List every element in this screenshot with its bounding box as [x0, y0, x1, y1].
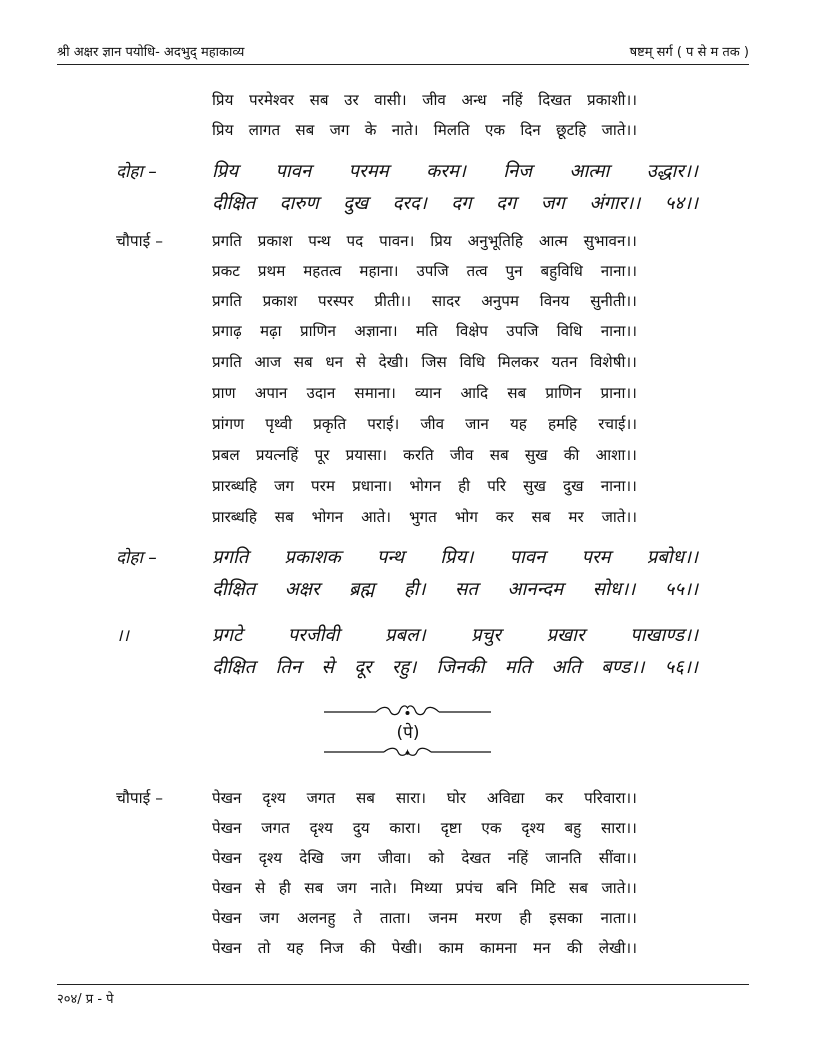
verse-word: तो: [257, 939, 271, 957]
verse-word: जग: [540, 193, 565, 214]
verse-word: से: [355, 353, 366, 371]
verse-word: जग: [329, 121, 350, 139]
verse-word: मिथ्या: [410, 879, 443, 897]
verse-word: सब: [309, 91, 329, 109]
verse-word: घोर: [446, 789, 467, 807]
ornament-divider-top: [324, 704, 491, 718]
verse-line: [212, 230, 637, 252]
verse-word: पेखन: [212, 849, 242, 867]
verse-word: पेखन: [212, 939, 242, 957]
doha-label: दोहा –: [116, 548, 157, 568]
verse-word: पावन।: [379, 232, 415, 250]
verse-word: जीव: [420, 415, 445, 433]
verse-word: जानति: [545, 849, 582, 867]
verse-word: पेखी।: [391, 939, 423, 957]
verse-word: नहिं: [507, 849, 529, 867]
verse-word: सींवा।।: [598, 849, 637, 867]
verse-word: वासी।: [374, 91, 407, 109]
verse-word: प्रिय: [430, 232, 452, 250]
verse-word: मिटि: [530, 879, 556, 897]
verse-word: जिस: [421, 353, 447, 371]
doha-line: [212, 624, 698, 648]
verse-word: ५४।।: [664, 193, 698, 214]
verse-word: करति: [403, 446, 434, 464]
verse-line: [212, 787, 637, 809]
verse-word: जगत: [261, 819, 290, 837]
verse-word: प्राण: [212, 384, 236, 402]
verse-word: व्यान: [415, 384, 442, 402]
verse-word: मिलकर: [497, 353, 539, 371]
verse-word: नाना।।: [600, 322, 637, 340]
verse-word: ५६।।: [664, 657, 698, 678]
section-title: (पे): [396, 723, 420, 743]
verse-word: परमेश्वर: [248, 91, 295, 109]
verse-word: प्रकृति: [313, 415, 347, 433]
verse-word: प्रथम: [257, 262, 286, 280]
verse-word: यतन: [551, 353, 578, 371]
verse-line: [212, 119, 637, 141]
verse-word: रचाई।।: [598, 415, 637, 433]
verse-word: जाते।।: [601, 121, 637, 139]
verse-word: विनय: [539, 292, 570, 310]
verse-word: कर: [495, 508, 514, 526]
verse-word: पाखाण्ड।।: [630, 625, 698, 646]
verse-word: प्रांगण: [212, 415, 245, 433]
verse-word: पूर: [314, 446, 330, 464]
verse-word: पेखन: [212, 789, 242, 807]
verse-word: निज: [319, 939, 344, 957]
verse-word: ब्रह्म: [349, 579, 375, 600]
verse-word: अज्ञाना।: [354, 322, 398, 340]
verse-word: ते: [353, 909, 362, 927]
verse-word: रहु।: [391, 657, 417, 678]
verse-word: प्रकाश: [257, 232, 293, 250]
verse-word: सब: [507, 384, 527, 402]
verse-word: दीक्षित: [212, 657, 256, 678]
verse-word: देखत: [461, 849, 491, 867]
verse-word: प्रकट: [212, 262, 240, 280]
verse-word: दिखत: [538, 91, 572, 109]
verse-line: [212, 444, 637, 466]
verse-word: हमहि: [547, 415, 578, 433]
verse-word: नहिं: [502, 91, 523, 109]
verse-word: परिवारा।।: [584, 789, 637, 807]
verse-word: दग: [496, 193, 517, 214]
verse-word: जग: [259, 909, 280, 927]
verse-word: छूटहि: [556, 121, 587, 139]
verse-word: प्राणिन: [299, 322, 336, 340]
verse-word: दुख: [563, 477, 584, 495]
verse-word: ही: [458, 477, 471, 495]
verse-word: परि: [487, 477, 507, 495]
verse-word: प्रकाश: [262, 292, 298, 310]
verse-word: यह: [286, 939, 304, 957]
verse-word: बहुविधि: [540, 262, 583, 280]
verse-line: [212, 817, 637, 839]
verse-word: दूर: [354, 657, 372, 678]
verse-word: कारा।: [389, 819, 421, 837]
verse-word: निज: [503, 161, 533, 182]
verse-word: मति: [415, 322, 438, 340]
verse-word: प्रगाढ़: [212, 322, 242, 340]
verse-word: प्रिय: [212, 161, 239, 182]
verse-word: प्रबल: [212, 446, 240, 464]
verse-word: को: [428, 849, 445, 867]
verse-word: की: [566, 939, 583, 957]
verse-word: पन्थ: [376, 547, 405, 568]
doha-line: [212, 656, 698, 680]
verse-word: आज: [254, 353, 282, 371]
verse-word: जान: [465, 415, 489, 433]
verse-word: सारा।।: [601, 819, 637, 837]
verse-word: कर: [545, 789, 564, 807]
verse-word: जाते।।: [601, 508, 637, 526]
verse-word: दग: [451, 193, 472, 214]
verse-word: के: [364, 121, 377, 139]
verse-word: पृथ्वी: [265, 415, 293, 433]
verse-word: दृश्य: [521, 819, 545, 837]
verse-word: पन्थ: [308, 232, 331, 250]
verse-word: जग: [336, 879, 357, 897]
verse-word: पेखन: [212, 879, 242, 897]
verse-word: उपजि: [506, 322, 539, 340]
verse-word: सब: [531, 508, 551, 526]
verse-word: प्रगति: [212, 292, 242, 310]
verse-word: देखि: [299, 849, 324, 867]
verse-word: प्रिय: [212, 121, 234, 139]
verse-word: प्रकाशक: [284, 547, 341, 568]
verse-word: जगत: [306, 789, 336, 807]
verse-word: सब: [304, 879, 324, 897]
verse-word: जनम: [428, 909, 458, 927]
ornament-divider-bottom: [324, 745, 491, 759]
verse-word: अलनहु: [297, 909, 336, 927]
verse-word: प्रकाशी।।: [586, 91, 637, 109]
verse-line: [212, 937, 637, 959]
verse-word: आत्म: [538, 232, 568, 250]
verse-word: नाते।: [370, 879, 398, 897]
verse-word: परम: [311, 477, 335, 495]
verse-word: प्रगटे: [212, 625, 243, 646]
verse-word: जाते।।: [601, 879, 637, 897]
verse-word: आते।: [361, 508, 392, 526]
verse-word: प्रगति: [212, 547, 249, 568]
verse-word: अनुभूतिहि: [467, 232, 523, 250]
verse-word: लेखी।।: [598, 939, 637, 957]
verse-line: [212, 475, 637, 497]
verse-word: विशेषी।।: [589, 353, 637, 371]
doha-line: [212, 546, 698, 570]
verse-word: भोगन: [311, 508, 344, 526]
verse-word: दारुण: [279, 193, 319, 214]
verse-word: बण्ड।।: [601, 657, 645, 678]
verse-word: इसका: [549, 909, 583, 927]
verse-word: कामना: [479, 939, 517, 957]
verse-word: दृष्टा: [440, 819, 462, 837]
verse-word: मति: [504, 657, 532, 678]
verse-word: प्रगति: [212, 232, 242, 250]
verse-word: प्रयत्नहिं: [255, 446, 299, 464]
verse-line: [212, 413, 637, 435]
verse-word: ५५।।: [664, 579, 698, 600]
verse-word: परमम: [348, 161, 389, 182]
verse-word: सब: [356, 789, 375, 807]
verse-line: [212, 382, 637, 404]
footer-rule: [57, 984, 749, 985]
verse-word: नाना।।: [600, 262, 637, 280]
verse-word: दुख: [343, 193, 369, 214]
verse-word: पद: [346, 232, 364, 250]
verse-word: आशा।।: [595, 446, 637, 464]
verse-word: सब: [569, 879, 588, 897]
verse-word: एक: [484, 121, 506, 139]
verse-word: सादर: [431, 292, 461, 310]
chapter-title: षष्टम् सर्ग ( प से म तक ): [629, 45, 749, 60]
verse-word: जिनकी: [436, 657, 485, 678]
verse-word: अन्ध: [461, 91, 487, 109]
verse-word: अपान: [254, 384, 288, 402]
page-header: [57, 40, 749, 65]
verse-word: सब: [489, 446, 509, 464]
verse-word: दृश्य: [309, 819, 333, 837]
verse-word: विधि: [556, 322, 583, 340]
verse-word: दृश्य: [258, 849, 283, 867]
verse-word: प्रिय।: [440, 547, 474, 568]
verse-word: दीक्षित: [212, 193, 256, 214]
verse-word: काम: [438, 939, 464, 957]
verse-word: आनन्दम: [507, 579, 564, 600]
verse-word: सत: [454, 579, 478, 600]
verse-line: [212, 907, 637, 929]
verse-word: प्राणिन: [545, 384, 582, 402]
verse-word: दुय: [352, 819, 370, 837]
verse-word: भुगत: [408, 508, 437, 526]
verse-word: भोगन: [409, 477, 441, 495]
doha-line: [212, 160, 698, 184]
verse-word: पराई।: [367, 415, 400, 433]
verse-word: दृश्य: [262, 789, 286, 807]
verse-word: समाना।: [354, 384, 396, 402]
verse-word: प्रिय: [212, 91, 234, 109]
verse-word: महाना।: [359, 262, 399, 280]
verse-word: जीव: [422, 91, 446, 109]
verse-word: पावन: [275, 161, 312, 182]
verse-word: प्रारब्धहि: [212, 477, 257, 495]
verse-word: उद्धार।।: [646, 161, 698, 182]
verse-word: ही।: [403, 579, 426, 600]
verse-word: बहु: [564, 819, 582, 837]
verse-word: यह: [509, 415, 527, 433]
verse-word: सोध।।: [592, 579, 636, 600]
verse-word: उदान: [306, 384, 336, 402]
verse-line: [212, 320, 637, 342]
verse-word: से: [255, 879, 266, 897]
verse-word: एक: [481, 819, 502, 837]
verse-word: नाते।: [391, 121, 419, 139]
verse-word: पेखन: [212, 819, 242, 837]
verse-word: भोग: [454, 508, 478, 526]
verse-word: मिलति: [433, 121, 470, 139]
verse-word: मढ़ा: [260, 322, 282, 340]
verse-word: तिन: [275, 657, 302, 678]
verse-line: [212, 290, 637, 312]
verse-word: मर: [568, 508, 584, 526]
verse-word: मरण: [475, 909, 502, 927]
chaupai-label: चौपाई –: [116, 232, 163, 250]
verse-word: सब: [274, 508, 294, 526]
verse-word: अविद्या: [486, 789, 525, 807]
doha-line: [212, 192, 698, 216]
verse-word: विधि: [459, 353, 486, 371]
verse-line: [212, 89, 637, 111]
verse-line: [212, 506, 637, 528]
verse-word: पावन: [509, 547, 546, 568]
verse-word: उपजि: [416, 262, 449, 280]
verse-word: आदि: [460, 384, 489, 402]
verse-line: [212, 877, 637, 899]
verse-word: प्रगति: [212, 353, 242, 371]
verse-word: ही: [278, 879, 291, 897]
verse-word: परजीवी: [287, 625, 340, 646]
verse-word: पेखन: [212, 909, 242, 927]
verse-word: प्रारब्धहि: [212, 508, 257, 526]
verse-word: परम: [581, 547, 611, 568]
verse-word: सुनीती।।: [590, 292, 637, 310]
verse-word: प्रधाना।: [352, 477, 393, 495]
verse-word: जीव: [449, 446, 474, 464]
verse-word: प्राना।।: [600, 384, 637, 402]
verse-word: जग: [340, 849, 361, 867]
verse-line: [212, 847, 637, 869]
verse-word: सब: [295, 121, 315, 139]
verse-word: प्रीती।।: [374, 292, 412, 310]
verse-word: दरद।: [392, 193, 427, 214]
verse-word: जीवा।: [377, 849, 412, 867]
verse-word: परस्पर: [318, 292, 354, 310]
verse-word: महतत्व: [303, 262, 342, 280]
verse-word: जग: [274, 477, 294, 495]
verse-word: प्रयासा।: [345, 446, 387, 464]
verse-word: दीक्षित: [212, 579, 256, 600]
book-title: श्री अक्षर ज्ञान पयोधि- अदभुद् महाकाव्य: [57, 45, 245, 60]
verse-word: लागत: [248, 121, 281, 139]
verse-word: प्रपंच: [455, 879, 483, 897]
verse-word: अति: [551, 657, 581, 678]
verse-word: मन: [533, 939, 551, 957]
verse-word: सब: [293, 353, 313, 371]
verse-word: देखी।: [378, 353, 409, 371]
verse-word: ही: [519, 909, 532, 927]
verse-word: प्रचुर: [471, 625, 501, 646]
verse-word: उर: [344, 91, 359, 109]
verse-word: नाना।।: [600, 477, 637, 495]
verse-word: करम।: [426, 161, 466, 182]
verse-word: धन: [325, 353, 344, 371]
doha-label: दोहा –: [116, 162, 157, 182]
verse-word: दिन: [520, 121, 541, 139]
verse-word: आत्मा: [569, 161, 610, 182]
verse-word: ताता।: [379, 909, 411, 927]
page-number: २०४/ प्र - पे: [57, 992, 114, 1007]
verse-word: सारा।: [395, 789, 426, 807]
verse-word: तत्व: [466, 262, 488, 280]
chaupai-label: चौपाई –: [116, 789, 163, 807]
verse-word: प्रखार: [546, 625, 585, 646]
verse-word: विक्षेप: [456, 322, 488, 340]
verse-line: [212, 351, 637, 373]
doha-line: [212, 578, 698, 602]
verse-word: से: [321, 657, 334, 678]
verse-word: पुन: [505, 262, 523, 280]
verse-word: अंगार।।: [589, 193, 641, 214]
verse-word: प्रबल।: [384, 625, 426, 646]
verse-word: नाता।।: [600, 909, 637, 927]
verse-word: की: [359, 939, 376, 957]
verse-word: अनुपम: [481, 292, 519, 310]
verse-word: की: [563, 446, 580, 464]
verse-word: प्रबोध।।: [646, 547, 698, 568]
verse-word: सुख: [524, 446, 548, 464]
verse-line: [212, 260, 637, 282]
verse-word: सुख: [523, 477, 546, 495]
verse-word: सुभावन।।: [583, 232, 637, 250]
verse-word: अक्षर: [284, 579, 320, 600]
doha-label: ।।: [116, 626, 129, 646]
verse-word: बनि: [496, 879, 518, 897]
